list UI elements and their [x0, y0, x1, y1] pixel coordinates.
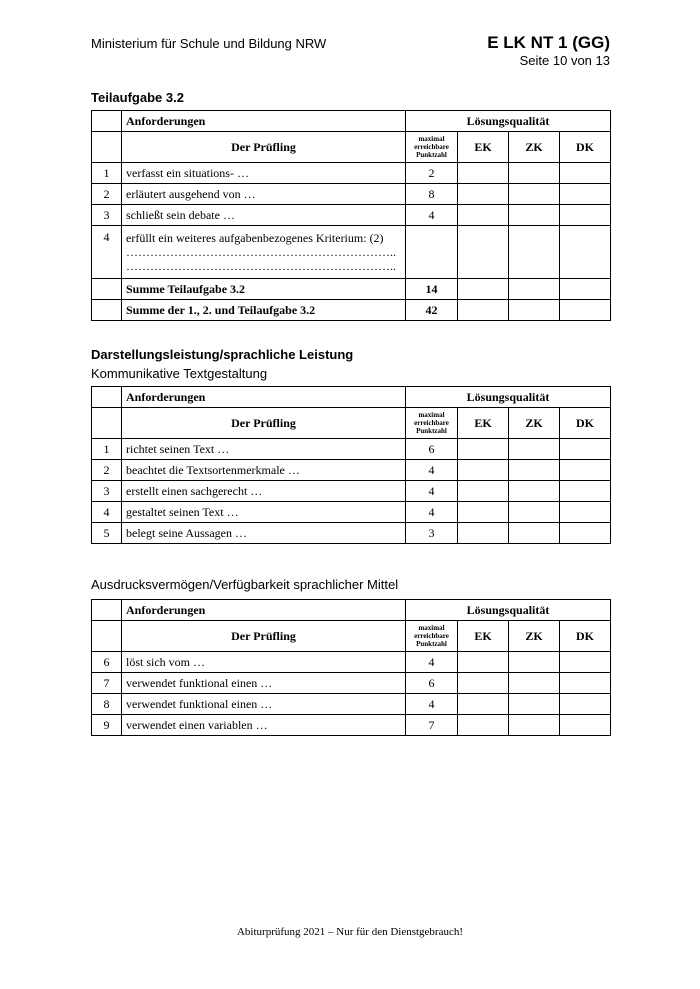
ek-cell[interactable] [458, 694, 509, 715]
page-number: Seite 10 von 13 [519, 53, 610, 68]
row-requirement: schließt sein debate … [122, 205, 406, 226]
zk-cell[interactable] [509, 652, 560, 673]
row-points: 2 [406, 163, 458, 184]
header-anforderungen: Anforderungen [122, 387, 406, 408]
row-points: 4 [406, 652, 458, 673]
dk-cell[interactable] [560, 226, 611, 279]
table-header-row [92, 111, 611, 132]
ek-cell[interactable] [458, 523, 509, 544]
row-number: 4 [92, 502, 122, 523]
zk-cell[interactable] [509, 205, 560, 226]
row-points: 4 [406, 502, 458, 523]
header-ek: EK [458, 132, 509, 163]
row-requirement: richtet seinen Text … [122, 439, 406, 460]
zk-cell[interactable] [509, 694, 560, 715]
table-row [92, 184, 611, 205]
header-anforderungen: Anforderungen [122, 111, 406, 132]
row-number: 1 [92, 163, 122, 184]
row-requirement: verwendet funktional einen … [122, 694, 406, 715]
header-max-points: maximal erreichbare Punktzahl [406, 621, 458, 652]
row-number: 4 [92, 226, 122, 279]
table-subheader-row [92, 132, 611, 163]
row-dots-line: ………………………………………………………….. [126, 259, 396, 273]
header-dk: DK [560, 408, 611, 439]
header-zk: ZK [509, 408, 560, 439]
dk-cell[interactable] [560, 673, 611, 694]
table-subheader-row [92, 408, 611, 439]
row-requirement: verwendet funktional einen … [122, 673, 406, 694]
header-pruefling: Der Prüfling [122, 408, 406, 439]
row-requirement: belegt seine Aussagen … [122, 523, 406, 544]
empty-cell [92, 621, 122, 652]
header-dk: DK [560, 132, 611, 163]
dk-cell[interactable] [560, 694, 611, 715]
row-requirement: verfasst ein situations- … [122, 163, 406, 184]
exam-code: E LK NT 1 (GG) [487, 33, 610, 52]
table-row [92, 673, 611, 694]
row-requirement-text: erfüllt ein weiteres aufgabenbezogenes Kriterium: (2) [126, 231, 384, 245]
empty-cell [92, 387, 122, 408]
sum-row [92, 300, 611, 321]
zk-cell[interactable] [509, 300, 560, 321]
dk-cell[interactable] [560, 439, 611, 460]
empty-cell [92, 300, 122, 321]
row-number: 3 [92, 205, 122, 226]
table-row [92, 460, 611, 481]
dk-cell[interactable] [560, 460, 611, 481]
header-ek: EK [458, 621, 509, 652]
empty-cell [92, 132, 122, 163]
table-row [92, 439, 611, 460]
zk-cell[interactable] [509, 673, 560, 694]
row-requirement: verwendet einen variablen … [122, 715, 406, 736]
header-loesungsqualitaet: Lösungsqualität [406, 111, 611, 132]
ek-cell[interactable] [458, 163, 509, 184]
table-header-row [92, 600, 611, 621]
zk-cell[interactable] [509, 279, 560, 300]
row-number: 3 [92, 481, 122, 502]
sum-label: Summe der 1., 2. und Teilaufgabe 3.2 [122, 300, 406, 321]
zk-cell[interactable] [509, 715, 560, 736]
sum-points: 42 [406, 300, 458, 321]
ek-cell[interactable] [458, 481, 509, 502]
row-number: 6 [92, 652, 122, 673]
criteria-table-teilaufgabe [91, 110, 611, 321]
row-number: 1 [92, 439, 122, 460]
subtitle-ausdrucksvermoegen: Ausdrucksvermögen/Verfügbarkeit sprachlicher Mittel [91, 577, 399, 592]
criteria-table-ausdrucksvermoegen [91, 599, 611, 736]
dk-cell[interactable] [560, 163, 611, 184]
dk-cell[interactable] [560, 205, 611, 226]
header-zk: ZK [509, 132, 560, 163]
row-requirement: erstellt einen sachgerecht … [122, 481, 406, 502]
ek-cell[interactable] [458, 652, 509, 673]
row-points: 3 [406, 523, 458, 544]
sum-label: Summe Teilaufgabe 3.2 [122, 279, 406, 300]
table-row [92, 652, 611, 673]
row-number: 9 [92, 715, 122, 736]
table-row [92, 502, 611, 523]
table-header-row [92, 387, 611, 408]
header-loesungsqualitaet: Lösungsqualität [406, 600, 611, 621]
ek-cell[interactable] [458, 184, 509, 205]
ek-cell[interactable] [458, 226, 509, 279]
dk-cell[interactable] [560, 279, 611, 300]
dk-cell[interactable] [560, 652, 611, 673]
header-pruefling: Der Prüfling [122, 621, 406, 652]
empty-cell [92, 279, 122, 300]
table-row [92, 163, 611, 184]
header-max-points: maximal erreichbare Punktzahl [406, 408, 458, 439]
header-pruefling: Der Prüfling [122, 132, 406, 163]
row-requirement: löst sich vom … [122, 652, 406, 673]
header-loesungsqualitaet: Lösungsqualität [406, 387, 611, 408]
empty-cell [92, 600, 122, 621]
row-points [406, 226, 458, 279]
row-number: 8 [92, 694, 122, 715]
row-number: 2 [92, 460, 122, 481]
row-requirement-additional [122, 226, 406, 279]
ek-cell[interactable] [458, 715, 509, 736]
row-number: 7 [92, 673, 122, 694]
header-anforderungen: Anforderungen [122, 600, 406, 621]
header-zk: ZK [509, 621, 560, 652]
header-dk: DK [560, 621, 611, 652]
table-row [92, 481, 611, 502]
zk-cell[interactable] [509, 481, 560, 502]
ek-cell[interactable] [458, 673, 509, 694]
row-points: 8 [406, 184, 458, 205]
dk-cell[interactable] [560, 481, 611, 502]
row-dots-line: ………………………………………………………….. [126, 245, 396, 259]
criteria-table-kommunikative-textgestaltung [91, 386, 611, 544]
row-requirement: gestaltet seinen Text … [122, 502, 406, 523]
dk-cell[interactable] [560, 523, 611, 544]
ek-cell[interactable] [458, 439, 509, 460]
zk-cell[interactable] [509, 439, 560, 460]
subtitle-kommunikative-textgestaltung: Kommunikative Textgestaltung [91, 366, 268, 381]
header-ek: EK [458, 408, 509, 439]
ek-cell[interactable] [458, 460, 509, 481]
row-points: 6 [406, 673, 458, 694]
ek-cell[interactable] [458, 279, 509, 300]
ek-cell[interactable] [458, 502, 509, 523]
row-points: 6 [406, 439, 458, 460]
section-title-darstellungsleistung: Darstellungsleistung/sprachliche Leistung [91, 347, 354, 362]
dk-cell[interactable] [560, 715, 611, 736]
row-points: 4 [406, 205, 458, 226]
table-subheader-row [92, 621, 611, 652]
table-row [92, 694, 611, 715]
header-max-points: maximal erreichbare Punktzahl [406, 132, 458, 163]
sum-row [92, 279, 611, 300]
zk-cell[interactable] [509, 226, 560, 279]
dk-cell[interactable] [560, 184, 611, 205]
zk-cell[interactable] [509, 502, 560, 523]
row-points: 4 [406, 694, 458, 715]
zk-cell[interactable] [509, 523, 560, 544]
zk-cell[interactable] [509, 460, 560, 481]
sum-points: 14 [406, 279, 458, 300]
page-footer: Abiturprüfung 2021 – Nur für den Dienstgebrauch! [236, 926, 464, 938]
dk-cell[interactable] [560, 502, 611, 523]
table-row [92, 715, 611, 736]
zk-cell[interactable] [509, 163, 560, 184]
row-number: 5 [92, 523, 122, 544]
row-requirement: erläutert ausgehend von … [122, 184, 406, 205]
ek-cell[interactable] [458, 300, 509, 321]
table-row [92, 523, 611, 544]
empty-cell [92, 111, 122, 132]
row-requirement: beachtet die Textsortenmerkmale … [122, 460, 406, 481]
table-row [92, 205, 611, 226]
table-row [92, 226, 611, 279]
row-number: 2 [92, 184, 122, 205]
row-points: 4 [406, 460, 458, 481]
row-points: 7 [406, 715, 458, 736]
dk-cell[interactable] [560, 300, 611, 321]
row-points: 4 [406, 481, 458, 502]
zk-cell[interactable] [509, 184, 560, 205]
section-title-teilaufgabe: Teilaufgabe 3.2 [91, 90, 184, 105]
empty-cell [92, 408, 122, 439]
ministry-name: Ministerium für Schule und Bildung NRW [91, 36, 327, 51]
ek-cell[interactable] [458, 205, 509, 226]
